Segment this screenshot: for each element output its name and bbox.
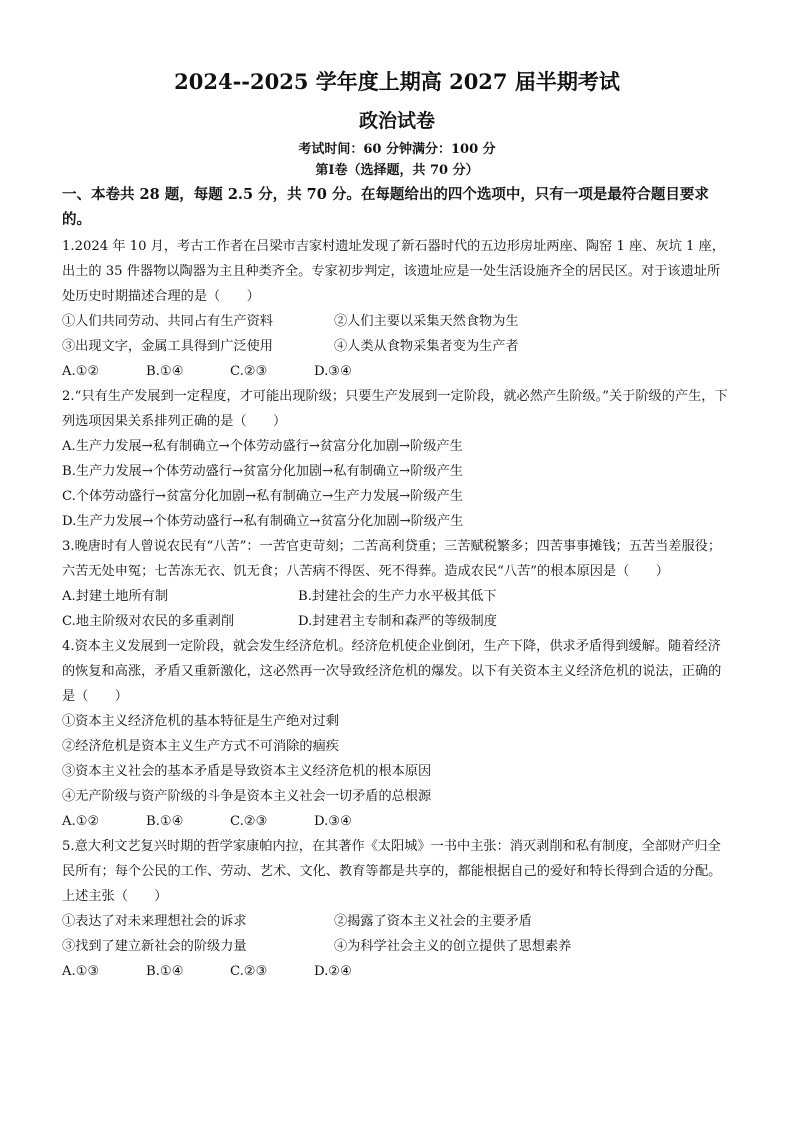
statement-2: ②人们主要以采集天然食物为生	[334, 314, 519, 329]
statement-3: ③资本主义社会的基本矛盾是导致资本主义经济危机的根本原因	[62, 764, 432, 779]
statement-4: ④人类从食物采集者变为生产者	[334, 339, 519, 354]
choice-a: A.①②	[62, 814, 100, 829]
choice-b: B.生产力发展→个体劳动盛行→贫富分化加剧→私有制确立→阶级产生	[62, 464, 463, 479]
choice-a: A.封建土地所有制	[62, 589, 169, 604]
choice-b: B.①④	[146, 364, 184, 379]
question-1	[62, 234, 732, 384]
choice-d: D.③④	[314, 814, 352, 829]
exam-meta: 考试时间：60 分钟满分：100 分	[298, 142, 496, 157]
choice-a: A.生产力发展→私有制确立→个体劳动盛行→贫富分化加剧→阶级产生	[62, 439, 463, 454]
question-stem: 4.资本主义发展到一定阶段，就会发生经济危机。经济危机使企业倒闭，生产下降，供求矛盾得到缓解。随着经济的恢复和高涨，矛盾又重新激化，这必然再一次导致经济危机的爆发。以下有关资本主义经济危机的说法，正确的是（ ）	[62, 639, 722, 704]
choice-c: C.地主阶级对农民的多重剥削	[62, 614, 235, 629]
question-2	[62, 384, 732, 534]
exam-title: 2024--2025 学年度上期高 2027 届半期考试	[174, 69, 620, 94]
question-5	[62, 834, 732, 984]
statement-1: ①表达了对未来理想社会的诉求	[62, 914, 247, 929]
statement-1: ①资本主义经济危机的基本特征是生产绝对过剩	[62, 714, 339, 729]
choice-d: D.生产力发展→个体劳动盛行→私有制确立→贫富分化加剧→阶级产生	[62, 514, 464, 529]
statement-1: ①人们共同劳动、共同占有生产资料	[62, 314, 273, 329]
choice-b: B.①④	[146, 964, 184, 979]
choice-c: C.②③	[230, 364, 268, 379]
part-title: 第Ⅰ卷（选择题，共 70 分）	[315, 163, 479, 178]
statement-3: ③出现文字，金属工具得到广泛使用	[62, 339, 273, 354]
choice-a: A.①③	[62, 964, 100, 979]
choice-c: C.②③	[230, 964, 268, 979]
choice-d: D.②④	[314, 964, 352, 979]
subject-title: 政治试卷	[358, 110, 435, 132]
choice-b: B.封建社会的生产力水平极其低下	[298, 589, 497, 604]
statement-4: ④为科学社会主义的创立提供了思想素养	[334, 939, 572, 954]
exam-page	[62, 60, 732, 984]
choice-d: D.封建君主专制和森严的等级制度	[298, 614, 497, 629]
choice-row	[62, 959, 732, 984]
choice-b: B.①④	[146, 814, 184, 829]
statement-2: ②揭露了资本主义社会的主要矛盾	[334, 914, 532, 929]
choice-a: A.①②	[62, 364, 100, 379]
choice-row	[62, 809, 732, 834]
question-stem: 5.意大利文艺复兴时期的哲学家康帕内拉，在其著作《太阳城》一书中主张：消灭剥削和私有制度，全部财产归全民所有；每个公民的工作、劳动、艺术、文化、教育等都是共享的，都能根据自己的爱好和特长得到合适的分配。上述主张（ ）	[62, 839, 722, 904]
section-instruction: 一、本卷共 28 题，每题 2.5 分，共 70 分。在每题给出的四个选项中，只有一项是最符合题目要求的。	[62, 186, 709, 228]
statement-2: ②经济危机是资本主义生产方式不可消除的痼疾	[62, 739, 339, 754]
choice-c: C.个体劳动盛行→贫富分化加剧→私有制确立→生产力发展→阶级产生	[62, 489, 463, 504]
statement-3: ③找到了建立新社会的阶级力量	[62, 939, 247, 954]
choice-c: C.②③	[230, 814, 268, 829]
choice-row	[62, 359, 732, 384]
question-stem: 2.“只有生产发展到一定程度，才可能出现阶级；只要生产发展到一定阶段，就必然产生阶级。”关于阶级的产生，下列选项因果关系排列正确的是（ ）	[62, 389, 728, 429]
question-stem: 3.晚唐时有人曾说农民有“八苦”：一苦官吏苛刻；二苦高利贷重；三苦赋税繁多；四苦事事摊钱；五苦当差服役；六苦无处申冤；七苦冻无衣、饥无食；八苦病不得医、死不得葬。造成农民“八苦”的根本原因是（ ）	[62, 539, 722, 579]
question-4	[62, 634, 732, 834]
question-stem: 1.2024 年 10 月，考古工作者在吕梁市吉家村遗址发现了新石器时代的五边形房址两座、陶窑 1 座、灰坑 1 座，出土的 35 件器物以陶器为主且种类齐全。专家初步判定，该遗址应是一处生活设施齐全的居民区。对于该遗址所处历史时期描述合理的是（ ）	[62, 239, 725, 304]
question-3	[62, 534, 732, 634]
choice-d: D.③④	[314, 364, 352, 379]
statement-4: ④无产阶级与资产阶级的斗争是资本主义社会一切矛盾的总根源	[62, 789, 432, 804]
